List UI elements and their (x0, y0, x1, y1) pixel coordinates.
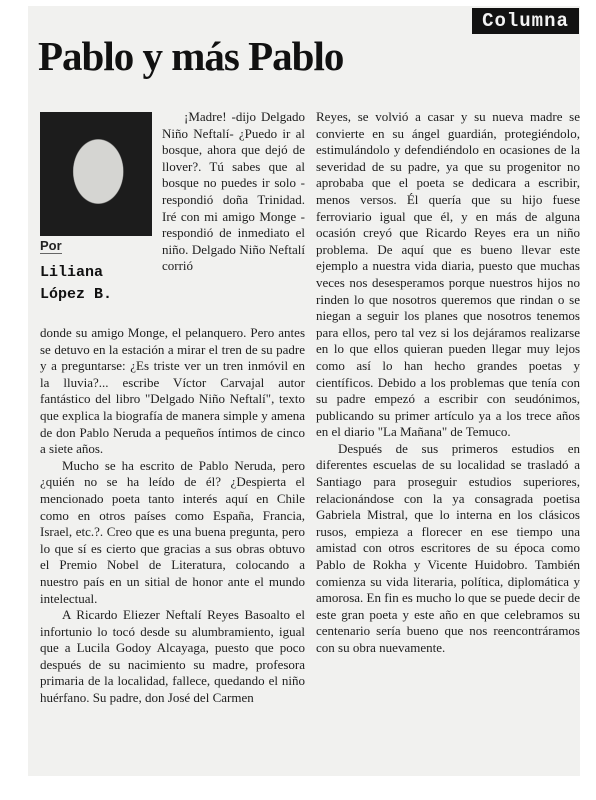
paragraph: A Ricardo Eliezer Neftalí Reyes Basoalto el infortunio lo tocó desde su alumbramiento, igual que a Lucila Godoy Alcayaga, puesto que poco después de su nacimiento su madre, profesora primaria de la localidad, fallece, quedando el niño huérfano. Su padre, don José del Carmen (40, 607, 305, 706)
column2-text (316, 109, 580, 657)
column1-text (40, 325, 305, 707)
column1-wrap-text (162, 109, 305, 275)
paragraph: Después de sus primeros estudios en diferentes escuelas de su localidad se trasladó a Santiago para proseguir estudios superiores, relacionándose con la ya consagrada poetisa Gabriela Mistral, que lo interna en los clásicos rusos, empieza a florecer en ese tiempo una amistad con otros escritores de su época como Pablo de Rokha y Vicente Huidobro. También comienza su vida literaria, política, diplomática y amorosa. En fin es mucho lo que se puede decir de este gran poeta y este año en que celebramos su centenario sería bueno que nos reencontráramos con su obra nuevamente. (316, 440, 580, 655)
author-first-name: Liliana (40, 264, 104, 281)
author-photo (40, 112, 152, 236)
paragraph: Reyes, se volvió a casar y su nueva madre se convierte en su ángel guardián, protegiéndolo, estimulándolo y defendiéndolo en ocasiones de la severidad de su padre, ya que su progenitor no aprobaba que el poeta se dedicara a escribir, menos versos. Él quería que su hijo fuese ferroviario igual que él, y en más de alguna ocasión creyó que Ricardo Reyes era un niño problema. De aquí que es bueno llevar este ejemplo a nuestra vida diaria, puesto que muchas veces nos desesperamos porque nuestros hijos no rinden lo que nosotros queremos que rindan o se niegan a seguir los planes que nosotros tenemos para ellos, pero tal vez si los dejáramos realizarse en lo que ellos quieran pueden llegar muy lejos como así lo han hecho grandes poetas y científicos. Debido a los problemas que tenía con su padre empezó a escribir con seudónimos, publicando su primer artículo ya a los trece años en el diario "La Mañana" de Temuco. (316, 109, 580, 440)
author-name (40, 262, 112, 306)
article-title: Pablo y más Pablo (38, 33, 344, 79)
author-last-name: López B. (40, 286, 113, 303)
paragraph: ¡Madre! -dijo Delgado Niño Neftalí- ¿Puedo ir al bosque, ahora que dejó de llover?. Tú sabes que al bosque no puedes ir solo -respondió doña Trinidad. Iré con mi amigo Monge -respondió de inmediato el niño. Delgado Niño Neftalí corrió (162, 109, 305, 274)
paragraph: donde su amigo Monge, el pelanquero. Pero antes se detuvo en la estación a mirar el tren de su padre y a preguntarse: ¿Es triste ver un tren inmóvil en la lluvia?... escribe Víctor Carvajal autor fantástico del libro "Delgado Niño Neftalí", texto que explica la biografía de manera simple y amena de don Pablo Neruda a pequeños íntimos de cinco a siete años. (40, 325, 305, 457)
section-tag: Columna (472, 8, 579, 34)
byline-por: Por (40, 238, 62, 253)
show-through-shadow (290, 70, 460, 110)
paragraph: Mucho se ha escrito de Pablo Neruda, pero ¿quién no se ha leído de él? ¿Despierta el mencionado poeta tanto interés aquí en Chile como en otros países como España, Francia, Israel, etc.?. Creo que es una buena pregunta, pero lo que sí es cierto que gracias a sus obras obtuvo el Premio Nobel de Literatura, colocando a nuestro país en un sitial de honor ante el mundo intelectual. (40, 457, 305, 606)
